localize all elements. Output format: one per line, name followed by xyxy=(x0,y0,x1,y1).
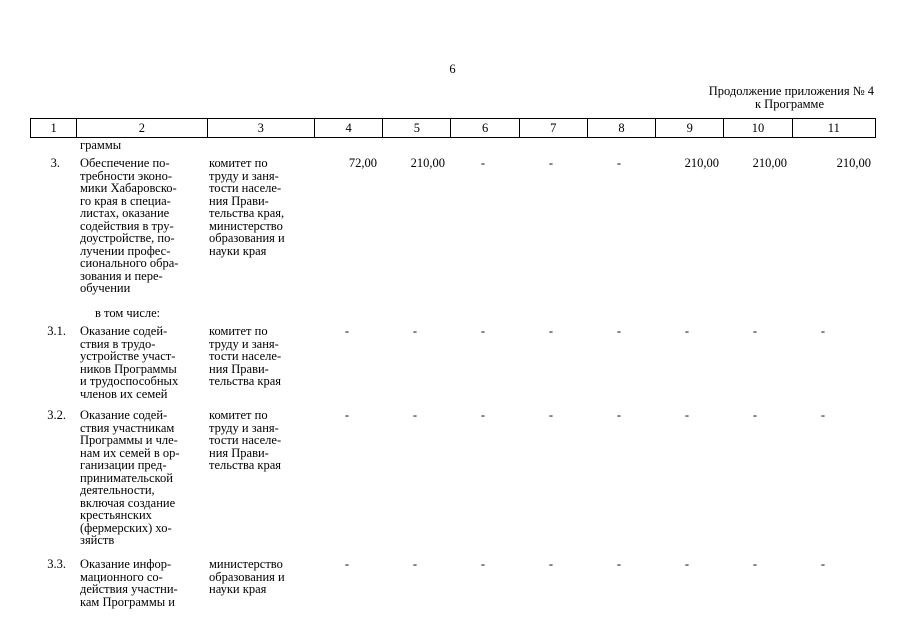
continuation-line-1: Продолжение приложения № 4 xyxy=(708,84,874,98)
row-value-col4: - xyxy=(344,408,350,422)
col-header-9: 9 xyxy=(656,119,724,138)
carry-over-text: граммы xyxy=(80,138,122,152)
row-value-col9: - xyxy=(684,408,690,422)
continuation-header xyxy=(709,85,874,111)
col-header-7: 7 xyxy=(519,119,587,138)
row-value-col4: - xyxy=(344,324,350,338)
row-name: Оказание содей- ствия в трудо- устройстве участ- ников Программы и трудоспособных членов их семей xyxy=(80,324,179,401)
row-value-col8: - xyxy=(616,156,622,170)
page-number: 6 xyxy=(449,62,456,76)
row-name: Обеспечение по- требности эконо- мики Хабаровско- го края в специа- листах, оказание содействия в тру- доустройстве, по- лучении профес- сионального обра- зования и пере- обучении xyxy=(80,156,179,295)
column-number-header xyxy=(30,118,876,138)
row-value-col4: - xyxy=(344,557,350,571)
row-value-col5: - xyxy=(412,557,418,571)
col-header-1: 1 xyxy=(31,119,77,138)
row-value-col8: - xyxy=(616,408,622,422)
row-value-col10: 210,00 xyxy=(752,156,787,170)
row-executor: комитет по труду и заня- тости населе- ния Прави- тельства края xyxy=(209,324,282,388)
col-header-3: 3 xyxy=(207,119,314,138)
row-value-col5: - xyxy=(412,408,418,422)
col-header-11: 11 xyxy=(792,119,875,138)
col-header-2: 2 xyxy=(77,119,207,138)
row-value-col8: - xyxy=(616,557,622,571)
row-value-col10: - xyxy=(752,324,758,338)
row-number: 3.3. xyxy=(47,557,66,571)
col-header-4: 4 xyxy=(314,119,382,138)
row-value-col4: 72,00 xyxy=(348,156,377,170)
col-header-6: 6 xyxy=(451,119,519,138)
row-value-col7: - xyxy=(548,324,554,338)
col-header-10: 10 xyxy=(724,119,792,138)
row-value-col7: - xyxy=(548,557,554,571)
row-number: 3.1. xyxy=(47,324,66,338)
row-value-col11: - xyxy=(820,324,826,338)
col-header-8: 8 xyxy=(587,119,655,138)
row-executor: комитет по труду и заня- тости населе- ния Прави- тельства края xyxy=(209,408,282,472)
row-value-col9: - xyxy=(684,557,690,571)
row-value-col8: - xyxy=(616,324,622,338)
row-executor: комитет по труду и заня- тости населе- ния Прави- тельства края, министерство образования и науки края xyxy=(209,156,285,258)
row-value-col11: - xyxy=(820,408,826,422)
row-executor: министерство образования и науки края xyxy=(209,557,285,596)
row-value-col6: - xyxy=(480,408,486,422)
row-value-col9: - xyxy=(684,324,690,338)
row-value-col9: 210,00 xyxy=(684,156,719,170)
row-value-col6: - xyxy=(480,557,486,571)
row-number: 3. xyxy=(50,156,60,170)
row-value-col7: - xyxy=(548,156,554,170)
row-value-col10: - xyxy=(752,408,758,422)
row-number: 3.2. xyxy=(47,408,66,422)
row-value-col5: - xyxy=(412,324,418,338)
row-value-col5: 210,00 xyxy=(410,156,445,170)
row-value-col10: - xyxy=(752,557,758,571)
row-value-col6: - xyxy=(480,156,486,170)
subsection-label: в том числе: xyxy=(95,306,161,320)
row-name: Оказание инфор- мационного со- действия участни- кам Программы и xyxy=(80,557,178,609)
row-value-col6: - xyxy=(480,324,486,338)
row-value-col7: - xyxy=(548,408,554,422)
col-header-5: 5 xyxy=(383,119,451,138)
row-value-col11: - xyxy=(820,557,826,571)
continuation-line-2: к Программе xyxy=(754,97,824,111)
row-name: Оказание содей- ствия участникам Программы и чле- нам их семей в ор- ганизации пред- принимательской деятельности, включая создание крестьянских (фермерских) хо- зяйств xyxy=(80,408,180,547)
row-value-col11: 210,00 xyxy=(836,156,871,170)
